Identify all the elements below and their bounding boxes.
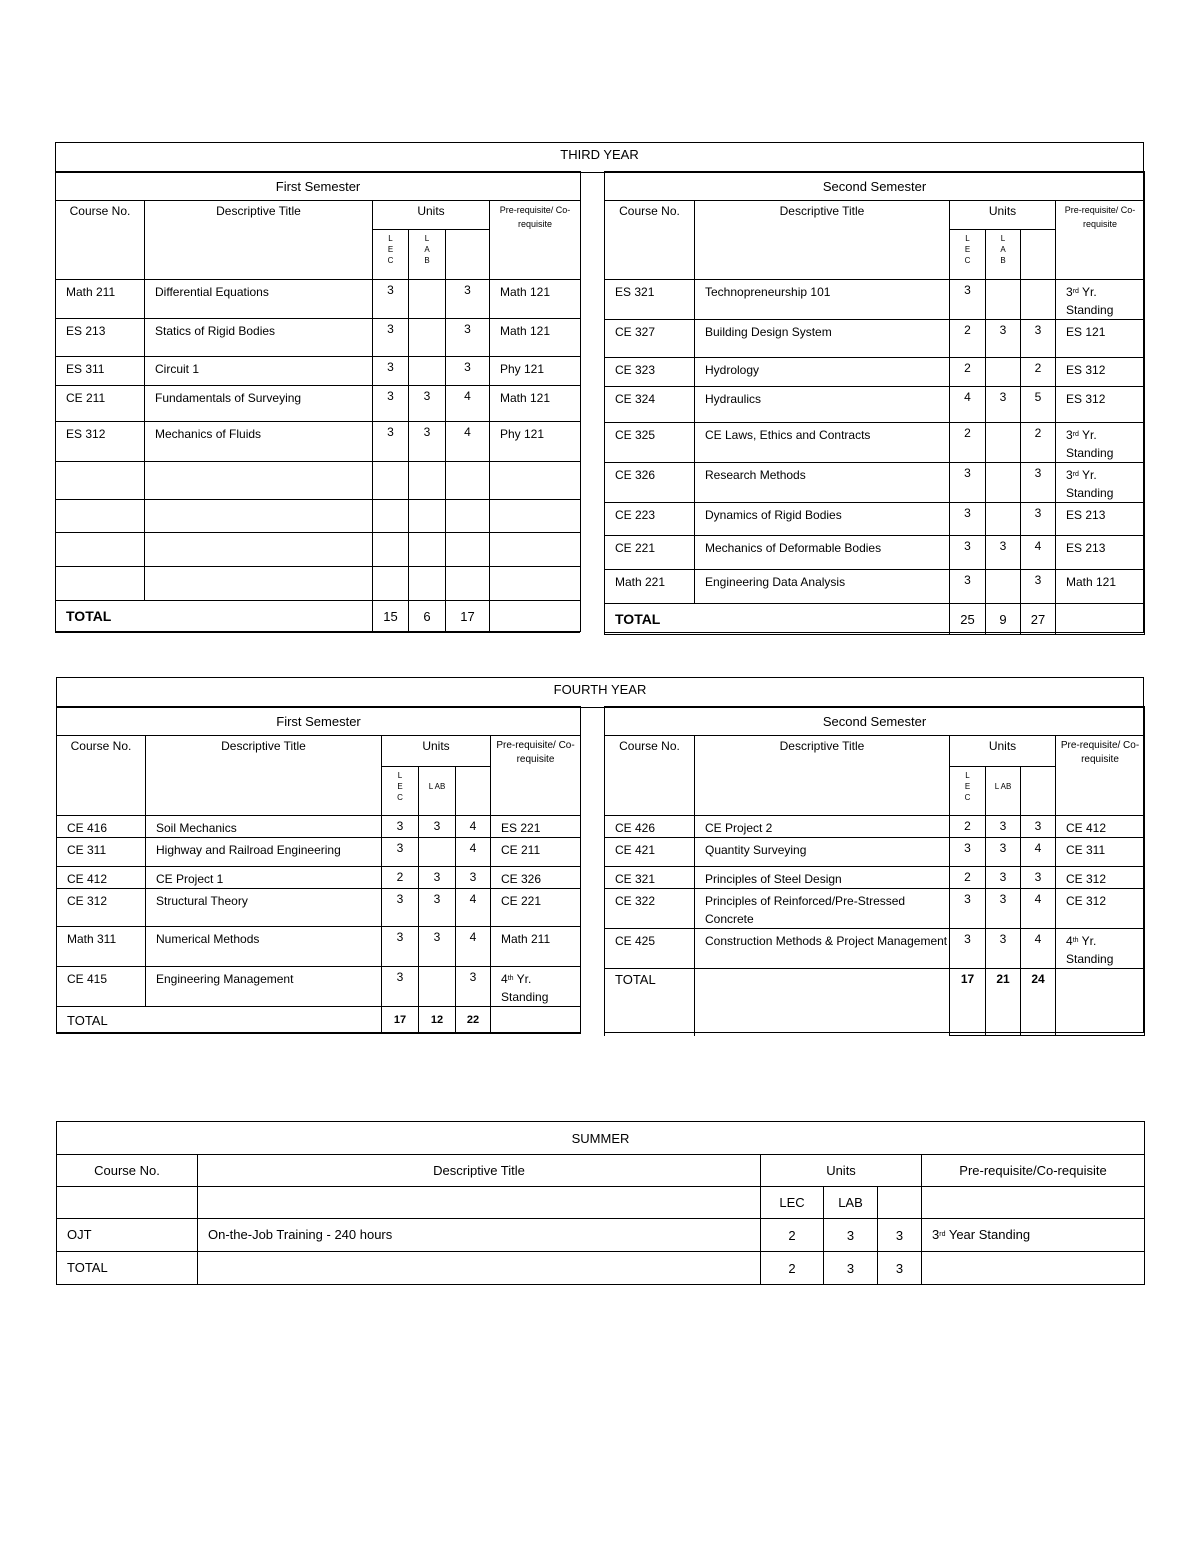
course-code: CE 425: [605, 929, 695, 969]
course-prereq: Math 121: [490, 386, 581, 422]
course-code: [56, 500, 145, 533]
course-prereq: CE 312: [1056, 867, 1145, 889]
course-title: Structural Theory: [146, 889, 382, 927]
course-code: CE 321: [605, 867, 695, 889]
col-lab: L A B: [409, 230, 446, 280]
col-descriptive-title: Descriptive Title: [695, 736, 950, 816]
course-lab: [986, 358, 1021, 387]
col-lab: L A B: [986, 230, 1021, 280]
course-units: [1021, 280, 1056, 320]
course-lab: 3: [986, 320, 1021, 358]
course-prereq: [490, 500, 581, 533]
course-lec: 3: [373, 357, 409, 386]
col-descriptive-title: Descriptive Title: [695, 201, 950, 280]
course-lab: [986, 280, 1021, 320]
course-lab: [419, 967, 456, 1007]
course-prereq: ES 312: [1056, 358, 1145, 387]
course-code: CE 322: [605, 889, 695, 929]
course-prereq: 4th Yr. Standing: [1056, 929, 1145, 969]
course-lec: 3: [373, 319, 409, 357]
course-units: 4: [1021, 838, 1056, 867]
course-prereq: CE 311: [1056, 838, 1145, 867]
col-prereq: Pre-requisite/ Co-requisite: [1056, 736, 1145, 816]
course-units: 4: [1021, 536, 1056, 570]
course-code: CE 327: [605, 320, 695, 358]
course-code: CE 325: [605, 423, 695, 463]
course-title: Differential Equations: [145, 280, 373, 319]
course-title: Fundamentals of Surveying: [145, 386, 373, 422]
col-lec: L E C: [950, 230, 986, 280]
course-lec: 2: [950, 867, 986, 889]
course-row: [605, 423, 1145, 463]
course-row: [605, 503, 1145, 536]
course-code: Math 211: [56, 280, 145, 319]
course-lec: 3: [950, 463, 986, 503]
course-lec: 3: [950, 503, 986, 536]
course-prereq: Math 121: [490, 319, 581, 357]
course-prereq: [490, 462, 581, 500]
course-lab: 3: [986, 387, 1021, 423]
col-descriptive-title: Descriptive Title: [145, 201, 373, 280]
course-row: [56, 386, 581, 422]
course-units: 4: [446, 422, 490, 462]
course-lec: 4: [950, 387, 986, 423]
course-units: 4: [456, 816, 491, 838]
course-title: [145, 500, 373, 533]
course-lec: 3: [950, 570, 986, 604]
course-lab: 3: [419, 867, 456, 889]
course-title: Technopreneurship 101: [695, 280, 950, 320]
col-descriptive-title: Descriptive Title: [198, 1155, 761, 1187]
course-code: CE 324: [605, 387, 695, 423]
course-lec: 3: [382, 816, 419, 838]
course-lec: [373, 533, 409, 567]
col-units: Units: [761, 1155, 922, 1187]
col-prereq: Pre-requisite/ Co-requisite: [490, 201, 581, 280]
col-units: Units: [950, 736, 1056, 767]
course-lec: 3: [950, 280, 986, 320]
course-lec: 2: [950, 423, 986, 463]
semester-label: Second Semester: [605, 707, 1145, 736]
course-lab: 3: [419, 927, 456, 967]
course-title: On-the-Job Training - 240 hours: [198, 1219, 761, 1252]
course-units: 5: [1021, 387, 1056, 423]
course-prereq: ES 312: [1056, 387, 1145, 423]
total-lec: 2: [761, 1252, 824, 1285]
col-lab: L AB: [419, 767, 456, 816]
total-units: 22: [456, 1007, 491, 1034]
course-units: 3: [456, 867, 491, 889]
course-title: Engineering Management: [146, 967, 382, 1007]
course-row: [56, 357, 581, 386]
total-lab: 6: [409, 601, 446, 632]
course-prereq: 3rd Year Standing: [922, 1219, 1145, 1252]
total-label: TOTAL: [56, 601, 373, 632]
course-prereq: CE 312: [1056, 889, 1145, 929]
course-title: CE Project 2: [695, 816, 950, 838]
col-lec: L E C: [950, 767, 986, 816]
total-lec: 17: [382, 1007, 419, 1034]
course-lab: [419, 838, 456, 867]
course-lab: 3: [986, 929, 1021, 969]
course-title: Hydraulics: [695, 387, 950, 423]
course-units: 4: [1021, 929, 1056, 969]
course-title: CE Laws, Ethics and Contracts: [695, 423, 950, 463]
course-row: [57, 1219, 1145, 1252]
course-row: [56, 500, 581, 533]
course-units: 4: [446, 386, 490, 422]
total-lec: 25: [950, 604, 986, 635]
course-lec: 2: [382, 867, 419, 889]
course-prereq: ES 221: [491, 816, 581, 838]
course-prereq: 3rd Yr. Standing: [1056, 463, 1145, 503]
total-label: TOTAL: [57, 1007, 382, 1034]
col-course-no: Course No.: [605, 736, 695, 816]
col-prereq: Pre-requisite/Co-requisite: [922, 1155, 1145, 1187]
course-code: Math 311: [57, 927, 146, 967]
total-lec: 15: [373, 601, 409, 632]
course-title: Construction Methods & Project Management: [695, 929, 950, 969]
course-code: Math 221: [605, 570, 695, 604]
course-code: CE 223: [605, 503, 695, 536]
course-lec: 3: [950, 838, 986, 867]
course-row: [57, 927, 581, 967]
course-title: Research Methods: [695, 463, 950, 503]
total-lec: 17: [950, 969, 986, 1036]
course-row: [605, 280, 1145, 320]
fourth-year-title: FOURTH YEAR: [57, 678, 1143, 708]
course-row: [57, 967, 581, 1007]
course-units: 4: [1021, 889, 1056, 929]
col-descriptive-title: Descriptive Title: [146, 736, 382, 816]
course-lec: 2: [950, 358, 986, 387]
total-lab: 12: [419, 1007, 456, 1034]
course-lab: 3: [986, 867, 1021, 889]
col-units: Units: [950, 201, 1056, 230]
col-course-no: Course No.: [605, 201, 695, 280]
course-row: [605, 463, 1145, 503]
course-row: [605, 358, 1145, 387]
total-lab: 21: [986, 969, 1021, 1036]
course-prereq: CE 221: [491, 889, 581, 927]
course-code: ES 321: [605, 280, 695, 320]
course-title: Numerical Methods: [146, 927, 382, 967]
course-units: 3: [1021, 320, 1056, 358]
col-prereq: Pre-requisite/ Co-requisite: [491, 736, 581, 816]
course-units: [446, 462, 490, 500]
course-lec: 3: [382, 967, 419, 1007]
course-lab: 3: [409, 422, 446, 462]
course-lab: 3: [419, 889, 456, 927]
course-title: Dynamics of Rigid Bodies: [695, 503, 950, 536]
course-units: [446, 533, 490, 567]
summer-title: SUMMER: [57, 1122, 1145, 1155]
course-lab: 3: [986, 816, 1021, 838]
col-units: Units: [382, 736, 491, 767]
course-title: Statics of Rigid Bodies: [145, 319, 373, 357]
course-title: Principles of Reinforced/Pre-Stressed Concrete: [695, 889, 950, 929]
total-units: 17: [446, 601, 490, 632]
course-row: [57, 867, 581, 889]
course-title: Soil Mechanics: [146, 816, 382, 838]
course-lab: [409, 533, 446, 567]
course-row: [56, 422, 581, 462]
fourth-year-second-semester-table: [604, 706, 1145, 1036]
course-lec: 3: [382, 838, 419, 867]
course-lab: 3: [986, 838, 1021, 867]
course-title: Quantity Surveying: [695, 838, 950, 867]
course-row: [56, 319, 581, 357]
total-units: 24: [1021, 969, 1056, 1036]
course-title: Engineering Data Analysis: [695, 570, 950, 604]
course-title: [145, 533, 373, 567]
course-prereq: 3rd Yr. Standing: [1056, 280, 1145, 320]
course-title: CE Project 1: [146, 867, 382, 889]
course-units: 4: [456, 838, 491, 867]
course-row: [605, 387, 1145, 423]
course-title: Hydrology: [695, 358, 950, 387]
course-prereq: Math 211: [491, 927, 581, 967]
course-units: 3: [878, 1219, 922, 1252]
course-prereq: CE 326: [491, 867, 581, 889]
course-lec: 3: [373, 280, 409, 319]
course-row: [57, 816, 581, 838]
course-lec: 3: [950, 536, 986, 570]
course-units: 3: [1021, 503, 1056, 536]
course-row: [57, 889, 581, 927]
course-units: 3: [446, 319, 490, 357]
col-course-no: Course No.: [57, 736, 146, 816]
total-label: TOTAL: [605, 969, 695, 1036]
course-units: 3: [446, 357, 490, 386]
third-year-title: THIRD YEAR: [56, 143, 1143, 173]
course-title: Highway and Railroad Engineering: [146, 838, 382, 867]
course-prereq: Phy 121: [490, 357, 581, 386]
course-prereq: ES 121: [1056, 320, 1145, 358]
course-row: [605, 816, 1145, 838]
course-code: [56, 533, 145, 567]
course-units: 3: [1021, 570, 1056, 604]
semester-label: Second Semester: [605, 172, 1145, 201]
course-lec: 3: [950, 889, 986, 929]
course-code: ES 312: [56, 422, 145, 462]
course-lec: 3: [950, 929, 986, 969]
course-code: CE 415: [57, 967, 146, 1007]
course-row: [56, 462, 581, 500]
course-lab: [986, 423, 1021, 463]
course-prereq: Phy 121: [490, 422, 581, 462]
course-prereq: 3rd Yr. Standing: [1056, 423, 1145, 463]
col-course-no: Course No.: [57, 1155, 198, 1187]
course-units: 2: [1021, 358, 1056, 387]
course-title: Mechanics of Fluids: [145, 422, 373, 462]
course-lec: [373, 567, 409, 601]
total-lab: 9: [986, 604, 1021, 635]
course-prereq: [490, 533, 581, 567]
third-year-second-semester-table: [604, 171, 1145, 635]
course-lec: 2: [950, 320, 986, 358]
course-units: [446, 567, 490, 601]
course-row: [605, 889, 1145, 929]
course-row: [605, 536, 1145, 570]
course-lab: 3: [986, 889, 1021, 929]
course-lec: 3: [373, 386, 409, 422]
col-lec: L E C: [382, 767, 419, 816]
course-units: [446, 500, 490, 533]
course-prereq: Math 121: [490, 280, 581, 319]
course-lab: 3: [986, 536, 1021, 570]
course-code: CE 311: [57, 838, 146, 867]
course-row: [605, 838, 1145, 867]
course-units: 3: [1021, 867, 1056, 889]
total-label: TOTAL: [57, 1252, 198, 1285]
course-lec: 2: [950, 816, 986, 838]
course-lab: [986, 503, 1021, 536]
course-lab: [409, 567, 446, 601]
course-row: [605, 570, 1145, 604]
course-title: [145, 462, 373, 500]
course-code: OJT: [57, 1219, 198, 1252]
course-lab: [409, 319, 446, 357]
col-lec: L E C: [373, 230, 409, 280]
course-code: [56, 567, 145, 601]
course-row: [57, 838, 581, 867]
course-lec: 2: [761, 1219, 824, 1252]
course-code: CE 326: [605, 463, 695, 503]
course-row: [56, 533, 581, 567]
course-prereq: ES 213: [1056, 536, 1145, 570]
col-units: Units: [373, 201, 490, 230]
course-lec: [373, 462, 409, 500]
semester-label: First Semester: [57, 707, 581, 736]
col-lab: LAB: [824, 1187, 878, 1219]
course-code: CE 312: [57, 889, 146, 927]
semester-label: First Semester: [56, 172, 581, 201]
course-lab: [409, 280, 446, 319]
course-code: CE 416: [57, 816, 146, 838]
course-units: 3: [1021, 463, 1056, 503]
course-code: CE 426: [605, 816, 695, 838]
course-prereq: CE 412: [1056, 816, 1145, 838]
course-code: CE 211: [56, 386, 145, 422]
total-units: 27: [1021, 604, 1056, 635]
course-row: [605, 929, 1145, 969]
course-units: 3: [446, 280, 490, 319]
course-prereq: [490, 567, 581, 601]
course-prereq: CE 211: [491, 838, 581, 867]
course-lab: 3: [409, 386, 446, 422]
course-lec: 3: [373, 422, 409, 462]
course-code: CE 323: [605, 358, 695, 387]
course-code: [56, 462, 145, 500]
course-units: 2: [1021, 423, 1056, 463]
col-lab: L AB: [986, 767, 1021, 816]
course-title: [145, 567, 373, 601]
col-prereq: Pre-requisite/ Co-requisite: [1056, 201, 1145, 280]
course-row: [605, 320, 1145, 358]
course-row: [56, 567, 581, 601]
course-units: 4: [456, 889, 491, 927]
course-prereq: 4th Yr. Standing: [491, 967, 581, 1007]
summer-table: [56, 1121, 1145, 1285]
total-units: 3: [878, 1252, 922, 1285]
course-code: ES 213: [56, 319, 145, 357]
course-lab: [409, 500, 446, 533]
course-code: CE 412: [57, 867, 146, 889]
course-row: [605, 867, 1145, 889]
course-lab: [986, 570, 1021, 604]
col-lec: LEC: [761, 1187, 824, 1219]
course-lab: [986, 463, 1021, 503]
course-code: ES 311: [56, 357, 145, 386]
course-units: 4: [456, 927, 491, 967]
course-lab: [409, 462, 446, 500]
fourth-year-first-semester-table: [56, 706, 581, 1034]
course-title: Mechanics of Deformable Bodies: [695, 536, 950, 570]
course-lab: [409, 357, 446, 386]
course-units: 3: [456, 967, 491, 1007]
course-lab: 3: [419, 816, 456, 838]
col-course-no: Course No.: [56, 201, 145, 280]
course-lec: 3: [382, 889, 419, 927]
course-title: Circuit 1: [145, 357, 373, 386]
course-row: [56, 280, 581, 319]
course-code: CE 221: [605, 536, 695, 570]
course-code: CE 421: [605, 838, 695, 867]
course-units: 3: [1021, 816, 1056, 838]
course-lec: [373, 500, 409, 533]
course-lab: 3: [824, 1219, 878, 1252]
course-prereq: Math 121: [1056, 570, 1145, 604]
course-lec: 3: [382, 927, 419, 967]
course-prereq: ES 213: [1056, 503, 1145, 536]
total-lab: 3: [824, 1252, 878, 1285]
third-year-first-semester-table: [55, 171, 581, 632]
course-title: Principles of Steel Design: [695, 867, 950, 889]
total-label: TOTAL: [605, 604, 950, 635]
course-title: Building Design System: [695, 320, 950, 358]
